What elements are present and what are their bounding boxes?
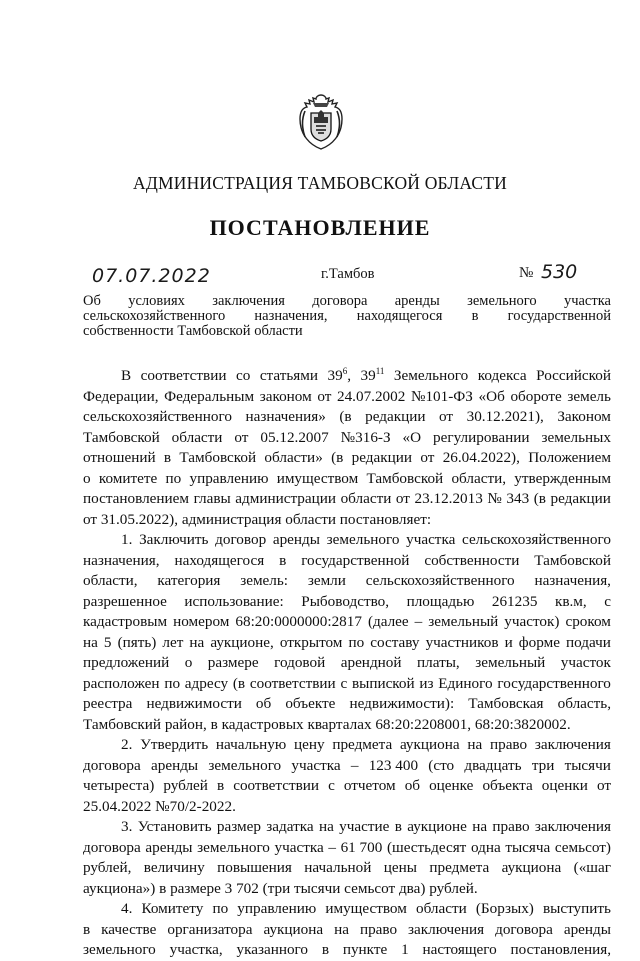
body-word: с [328,777,335,794]
handwritten-number: 530 [541,261,578,283]
body-word: Тамбовской [179,449,257,466]
article-reference [361,366,385,387]
body-word: земельный [475,654,546,671]
body-line [83,920,611,941]
body-word: находящегося [174,551,265,569]
body-word: утвержденным [514,469,611,487]
body-line [83,756,611,777]
body-word: право [359,920,398,938]
body-word: договора [83,838,141,856]
body-word: аукциона [501,859,562,876]
body-word: (Борзых) [475,900,534,917]
body-word: Заключить [139,531,209,548]
body-word: право [492,818,530,835]
body-word: на [467,736,483,753]
body-word: от [439,408,454,425]
body-word: по [165,469,182,487]
body-word: 1. [121,531,133,548]
body-word: назначения, [534,572,611,589]
body-word: цену [293,736,325,753]
body-word: земель [567,387,611,405]
body-word: редакции [365,408,426,425]
body-line [83,633,611,654]
body-word: 2. [121,736,133,753]
body-word: сельскохозяйственного [83,408,232,425]
article-reference [328,366,351,387]
body-word: участок [560,654,611,671]
body-word: 23.12.2013 [414,490,483,507]
body-word: настоящего [422,941,497,958]
body-word: аренды [563,920,611,938]
body-word: недвижимости [146,695,242,712]
body-word: земельного [83,941,156,958]
body-word: (в [232,674,246,692]
body-word: главы [193,490,231,507]
body-word: выпиской [351,674,415,692]
body-word: о [184,654,193,671]
body-word: кв.м, [554,592,587,610]
body-word: предложений [83,654,170,671]
body-word: расположен [83,674,160,692]
body-word: в [394,818,402,835]
body-word: в [83,920,91,938]
body-word: постановления, [510,941,611,958]
body-line [83,592,611,613]
subject-line [83,294,611,309]
body-word: договор [215,531,267,548]
body-word: номером [173,613,230,630]
body-word: Утвердить [140,736,209,753]
body-word: комитете [98,469,158,487]
body-word: открытом [279,633,343,651]
body-word: статьями [259,367,319,384]
body-line [83,407,611,428]
body-word: – [350,756,359,774]
body-word: области» [264,449,323,466]
body-word: № [487,490,502,507]
body-word: управлению [237,900,317,917]
subject-word: Об [83,293,101,309]
body-word: – [414,613,423,630]
body-line [83,653,611,674]
body-word: законом [259,387,312,405]
body-word: указанного [236,941,308,958]
body-word: об [404,777,421,794]
body-word: земельный [428,613,499,630]
body-word: начальную [215,736,287,753]
body-word: государственного [497,674,611,692]
body-word: Российской [536,367,611,384]
body-word: на [334,920,349,938]
body-word: назначения, [83,551,160,569]
body-word: земельного [197,838,270,856]
body-word: с [340,674,348,692]
body-word: имуществом [276,469,359,487]
body-word: – [328,838,336,856]
body-word: тысяча [505,838,551,856]
body-word: 26.04.2022), [442,449,520,466]
body-word: аукциона [399,736,460,753]
body-word: 343 [506,490,530,507]
body-word: пункте [342,941,388,958]
body-word: в [279,551,287,569]
body-line [83,817,611,838]
body-word: категория [157,572,221,589]
body-word: размере [207,654,259,671]
body-word: договора [83,756,141,774]
body-word: из [419,674,434,692]
body-word: на [318,818,334,835]
body-line [83,530,611,551]
body-word: земли [307,572,346,589]
body-word: Законом [557,408,611,425]
body-word: область, [557,695,611,712]
body-word: аренды [272,531,320,548]
document-title: ПОСТАНОВЛЕНИЕ [209,215,431,240]
subject-block [83,294,611,339]
body-word: (далее [367,613,409,630]
body-word: области, [83,572,138,589]
body-line [83,838,611,859]
body-line [83,899,611,920]
body-word: соответствии [233,777,320,794]
subject-word: государственной [507,308,611,324]
subject-line [83,309,611,324]
body-word: платы, [417,654,460,671]
body-word: использование: [184,592,284,610]
body-word: кадастровым [83,613,168,630]
body-word: участка [406,531,456,548]
body-word: Земельного [393,367,469,384]
body-word: заключения [408,920,485,938]
body-word: (в [339,408,352,425]
organization-name: АДМИНИСТРАЦИЯ ТАМБОВСКОЙ ОБЛАСТИ [133,173,507,193]
body-word: по [348,633,365,651]
body-word: аукциона») в размере 3 702 (три тысячи семьсот два) рублей. [83,879,478,897]
body-word: размер [216,818,261,835]
body-word: годовой [274,654,326,671]
body-line [83,571,611,592]
body-word: 30.12.2021), [466,408,544,425]
body-word: регулировании [433,428,530,446]
body-word: аукционе [407,818,467,835]
body-word: площадью [406,592,475,610]
body-word: предмета [332,736,393,753]
subject-word: аренды [394,293,440,309]
body-word: 261235 [491,592,538,610]
body-word: 39 [327,367,343,384]
body-word: 1 [401,941,409,958]
body-line [83,776,611,797]
body-word: №316-З [340,428,391,446]
body-word: оценки [541,777,588,794]
body-word: объекта [482,777,533,794]
body-word: области [340,490,392,507]
body-word: составу [370,633,420,651]
body-word: двадцать [464,756,522,774]
body-word: Федеральным [164,387,255,405]
body-word: 05.12.2007 [260,428,329,446]
body-word: в [321,941,329,958]
body-word: Установить [137,818,212,835]
body-word: с [604,592,611,610]
body-word: организатора [167,920,253,938]
body-word: («шаг [573,859,611,876]
body-word: имуществом [325,900,407,917]
body-word: №101-ФЗ [410,387,473,405]
body-word: 123 400 [368,756,419,774]
body-line [83,510,611,531]
body-word: об [255,695,272,712]
body-word: соответствии [140,367,227,384]
subject-word: сельскохозяйственного [83,308,226,324]
subject-word: договора [312,293,368,309]
body-word: адресу [184,674,229,692]
body-word: Тамбовской [83,428,160,446]
subject-word: участка [563,293,611,309]
body-word: недвижимости): [349,695,455,712]
body-word: (пять) [117,633,157,651]
body-line [83,366,611,387]
body-word: от 31.05.2022), администрация области постановляет: [83,510,432,528]
body-word: управлению [189,469,269,487]
subject-word: назначения, [254,308,328,324]
body-word: отношений [83,449,156,466]
body-word: Федерации, [83,387,159,405]
body-word: участка [274,838,324,856]
body-word: арендной [340,654,402,671]
body-word: государственной [301,551,410,569]
body-line [83,469,611,490]
body-word: (в [533,490,546,507]
body-word: выступить [542,900,611,917]
body-word: В [121,367,132,384]
body-word: от [317,387,332,405]
body-word: сельскохозяйственного [462,531,611,548]
body-word: участников [425,633,499,651]
body-word: рублей [163,777,208,794]
body-line [83,428,611,449]
body-word: (шестьдесят [386,838,467,856]
body-word: по [164,674,181,692]
body-word: редакции [550,490,611,507]
body-line [83,674,611,695]
body-word: отчетом [343,777,396,794]
body-line [83,940,611,961]
body-word: 39 [360,367,376,384]
body-word: редакции [351,449,413,466]
body-word: (сто [428,756,455,774]
body-word: участка, [169,941,223,958]
body-word: тысячи [564,756,611,774]
body-word: от [596,777,611,794]
body-word: разрешенное [83,592,167,610]
body-word: собственности [424,551,520,569]
city-name: г.Тамбов [321,266,375,282]
subject-word: заключения [212,293,285,309]
body-word: по [212,900,229,917]
body-word: и [504,633,513,651]
subject-word: земельного [467,293,537,309]
body-word: оценке [429,777,474,794]
body-word: сельскохозяйственного [365,572,515,589]
subject-word: в [471,308,479,324]
body-word: кодекса [477,367,527,384]
body-line [83,735,611,756]
body-word: в [216,777,225,794]
body-word: земельных [541,428,611,446]
body-word: цены [383,859,417,876]
body-word: заключения [534,736,611,753]
body-word: 4. [121,900,133,917]
body-word: земель: [240,572,289,589]
body-word: объекте [285,695,336,712]
body-word: аренды [145,838,193,856]
body-word: задатка [266,818,314,835]
body-word: заключения [534,818,611,835]
body-word: 61 700 [340,838,383,856]
body-word: участие [339,818,390,835]
body-line [83,551,611,572]
body-word: рублей, [83,859,132,876]
body-word: на [83,633,98,651]
document-body [83,366,611,961]
superscript: 6 [342,365,348,376]
body-word: соответствии [249,674,336,692]
coat-of-arms-icon [296,93,346,151]
subject-word: находящегося [356,308,443,324]
body-word: о [83,469,91,487]
body-word: одна [470,838,501,856]
body-line [83,489,611,510]
body-word: форме [518,633,560,651]
body-word: семьсот) [554,838,611,856]
superscript: 11 [375,365,385,376]
body-word: три [531,756,555,774]
body-word: области, [451,469,507,487]
body-word: подачи [565,633,611,651]
body-line [83,694,611,715]
body-word: аренды [151,756,199,774]
body-line [83,715,611,736]
subject-word: собственности Тамбовской области [83,323,303,339]
body-word: 3. [121,818,133,835]
body-word: , [347,367,351,384]
body-word: реестра [83,695,133,712]
body-word: 24.07.2002 [336,387,406,405]
body-word: постановлением [83,490,190,507]
body-word: Тамбовской [366,469,444,487]
body-word: Положением [528,449,611,466]
body-word: 68:20:0000000:2817 [235,613,362,630]
body-line [83,797,611,818]
body-word: от [420,449,435,466]
body-word: от [395,490,410,507]
body-word: Тамбовский район, в кадастровых кварталах 68:20:2208001, 68:20:3820002. [83,715,571,733]
body-word: четыреста) [83,777,155,794]
body-word: Тамбовская [468,695,544,712]
body-word: 25.04.2022 №70/2-2022. [83,797,236,815]
body-word: «О [402,428,422,446]
body-word: Единого [438,674,493,692]
body-line [83,387,611,408]
body-word: назначения» [245,408,326,425]
body-word: Рыбоводство, [301,592,390,610]
body-word: право [489,736,528,753]
body-word: земельного [326,531,400,548]
handwritten-date: 07.07.2022 [92,265,211,287]
body-word: качестве [101,920,157,938]
body-word: Тамбовской [534,551,611,569]
body-word: начальной [304,859,372,876]
body-line [83,858,611,879]
body-word: лет [162,633,184,651]
body-word: в [163,449,172,466]
body-word: 5 [103,633,112,651]
body-word: со [235,367,251,384]
body-word: участка [291,756,341,774]
body-word: договора [495,920,553,938]
body-word: земельного [208,756,282,774]
body-word: на [472,818,488,835]
body-word: предмета [429,859,490,876]
body-word: «Об [478,387,505,405]
body-word: аукционе, [210,633,274,651]
body-word: администрации [235,490,337,507]
body-word: от [234,428,249,446]
body-line [83,879,611,900]
body-word: области [171,428,223,446]
body-line [83,448,611,469]
subject-word: условиях [128,293,185,309]
body-line [83,612,611,633]
number-label: № [519,265,534,281]
subject-line [83,324,611,339]
body-word: повышения [217,859,292,876]
body-word: области [415,900,467,917]
body-word: обороте [510,387,562,405]
body-word: сроком [565,613,611,630]
body-word: на [189,633,205,651]
body-word: участок) [504,613,560,630]
body-word: величину [143,859,205,876]
body-word: аукциона [263,920,324,938]
body-word: Комитету [141,900,204,917]
body-word: (в [331,449,344,466]
